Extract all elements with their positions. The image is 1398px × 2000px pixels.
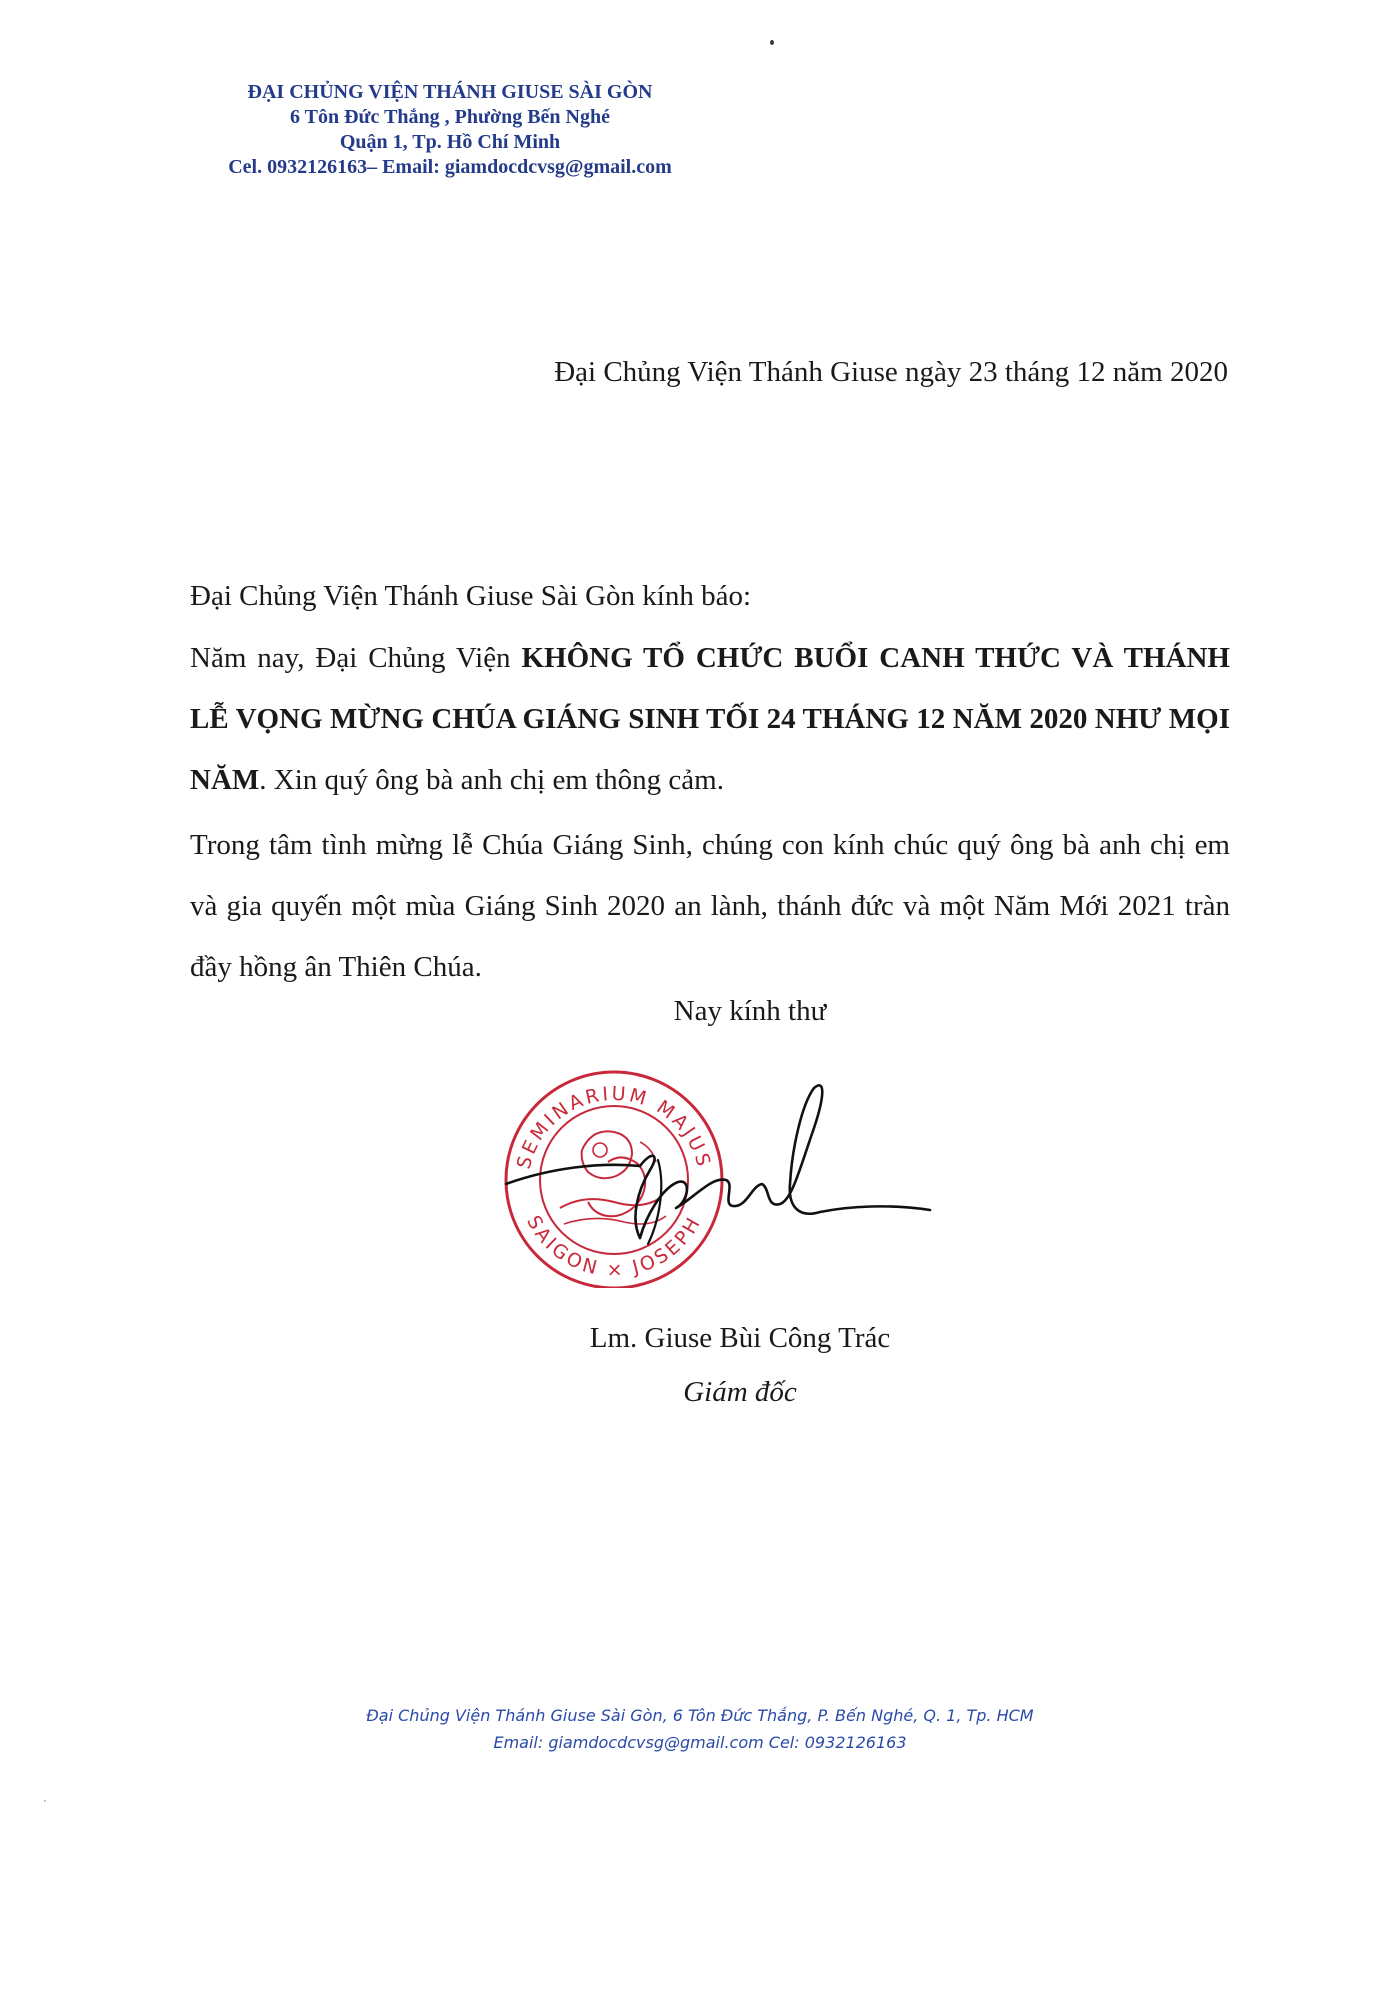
signer-name: Lm. Giuse Bùi Công Trác: [589, 1322, 891, 1354]
footer-contact: Email: giamdocdcvsg@gmail.com Cel: 0932126163: [493, 1733, 907, 1752]
letterhead-institution: ĐẠI CHỦNG VIỆN THÁNH GIUSE SÀI GÒN: [247, 81, 653, 103]
seal-svg: [490, 1058, 960, 1288]
notice-intro: Năm nay, Đại Chủng Viện: [190, 642, 522, 674]
footer-address: Đại Chủng Viện Thánh Giuse Sài Gòn, 6 Tôn Đức Thắng, P. Bến Nghé, Q. 1, Tp. HCM: [366, 1706, 1034, 1725]
scan-speck: [770, 40, 774, 45]
letterhead: [150, 80, 750, 180]
seal-top-text: SEMINARIUM MAJUS: [512, 1082, 716, 1172]
wishes-paragraph: Trong tâm tình mừng lễ Chúa Giáng Sinh, chúng con kính chúc quý ông bà anh chị em và gia quyến một mùa Giáng Sinh 2020 an lành, thánh đức và một Năm Mới 2021 tràn đầy hồng ân Thiên Chúa.: [190, 829, 1230, 983]
notice-bold-text: KHÔNG TỔ CHỨC BUỔI CANH THỨC VÀ THÁNH LỄ VỌNG MỪNG CHÚA GIÁNG SINH TỐI 24 THÁNG 12 NĂM 2020 NHƯ MỌI NĂM: [190, 642, 1230, 796]
footer: [200, 1702, 1200, 1756]
dateline: Đại Chủng Viện Thánh Giuse ngày 23 tháng 12 năm 2020: [554, 356, 1228, 388]
scan-speck: [44, 1800, 46, 1802]
letterhead-address-line1: 6 Tôn Đức Thắng , Phường Bến Nghé: [290, 106, 610, 128]
seal-bottom-text: SAIGON × JOSEPH: [522, 1211, 706, 1282]
signer-title: Giám đốc: [683, 1376, 797, 1408]
notice-paragraph: [190, 628, 1230, 811]
letterhead-address-line2: Quận 1, Tp. Hồ Chí Minh: [339, 131, 561, 153]
letterhead-contact: Cel. 0932126163– Email: giamdocdcvsg@gmail.com: [228, 156, 672, 178]
salutation: Đại Chủng Viện Thánh Giuse Sài Gòn kính báo:: [190, 580, 752, 612]
closing: Nay kính thư: [673, 995, 827, 1027]
seal-and-signature: [490, 1058, 960, 1288]
notice-end: . Xin quý ông bà anh chị em thông cảm.: [259, 764, 724, 796]
